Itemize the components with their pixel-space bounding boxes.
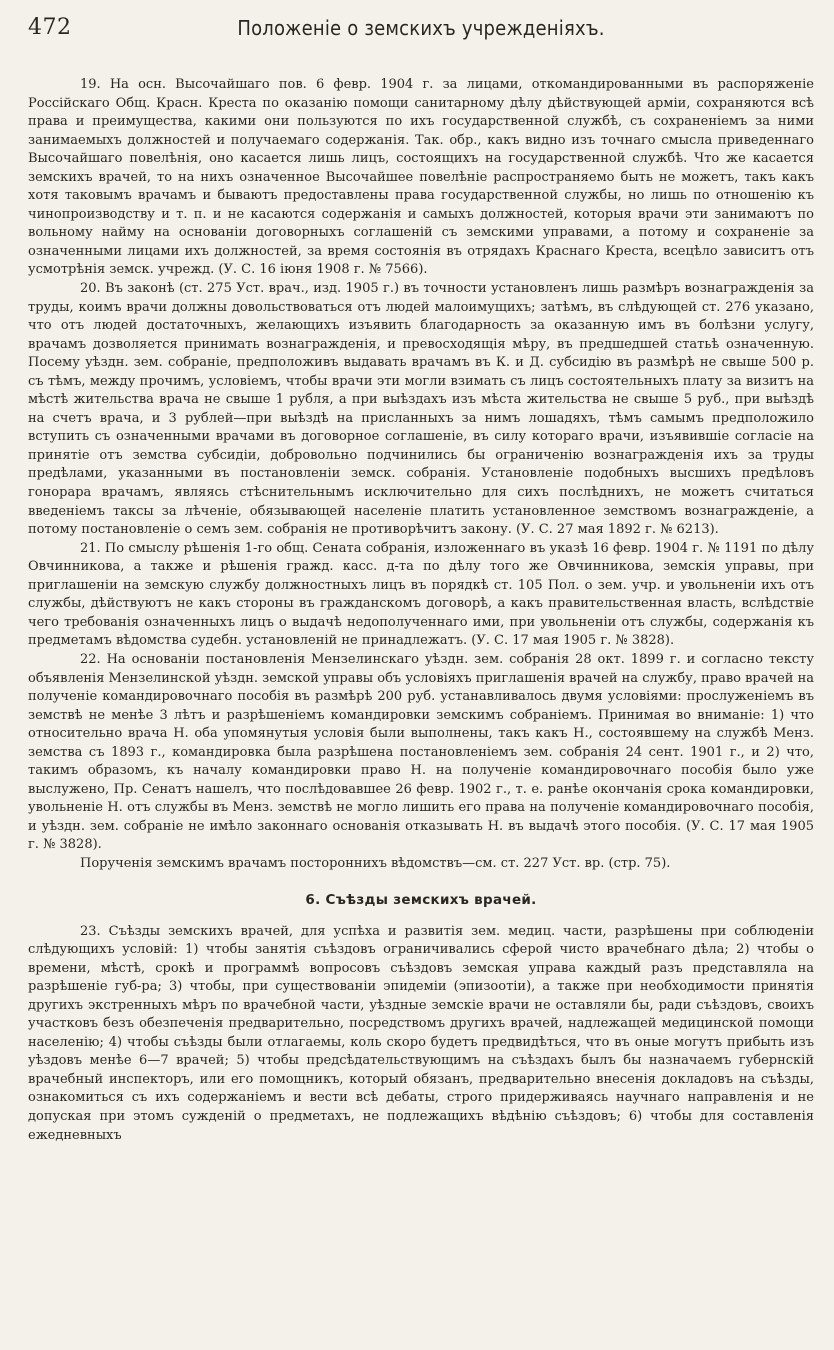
paragraph-21: 21. По смыслу рѣшенія 1-го общ. Сената собранія, изложеннаго въ указѣ 16 февр. 1904 г. № 1191 по дѣлу Овчинникова, а также и рѣшенія гражд. касс. д-та по дѣлу того же Овчинникова, земскія управы, при приглашеніи на земскую службу должностныхъ лицъ въ порядкѣ ст. 105 Пол. о зем. учр. и увольненіи ихъ отъ службы, дѣйствуютъ не какъ стороны въ гражданскомъ договорѣ, а какъ правительственная власть, вслѣдствіе чего требованія означенныхъ лицъ о выдачѣ недополученнаго ими, при увольненіи отъ службы, содержанія къ предметамъ вѣдомства судебн. установленій не принадлежатъ. (У. С. 17 мая 1905 г. № 3828). <box>28 540 814 649</box>
section-heading: 6. Съѣзды земскихъ врачей. <box>305 891 537 908</box>
paragraph-20: 20. Въ законѣ (ст. 275 Уст. врач., изд. 1905 г.) въ точности установленъ лишь размѣръ вознагражденія за труды, коимъ врачи должны довольствоваться отъ людей малоимущихъ; затѣмъ, въ слѣдующей ст. 276 указано, что отъ людей достаточныхъ, желающихъ изъявить благодарность за оказанную имъ въ болѣзни услугу, врачамъ дозволяется принимать вознагражденія, и превосходящія мѣру, въ предшедшей статьѣ означенную. Посему уѣздн. зем. собраніе, предположивъ выдавать врачамъ въ К. и Д. субсидію въ размѣрѣ не свыше 500 р. съ тѣмъ, между прочимъ, условіемъ, чтобы врачи эти могли взимать съ лицъ состоятельныхъ плату за визитъ на мѣстѣ жительства врача не свыше 1 рубля, а при выѣздахъ изъ мѣста жительства не свыше 5 руб., при выѣздѣ на счетъ врача, и 3 рублей—при выѣздѣ на присланныхъ за нимъ лошадяхъ, тѣмъ самымъ предположило вступить съ означенными врачами въ договорное соглашеніе, въ силу котораго врачи, изъявившіе согласіе на принятіе отъ земства субсидіи, добровольно подчинились бы ограниченію вознагражденія ихъ за труды предѣлами, указанными въ постановленіи земск. собранія. Установленіе подобныхъ высшихъ предѣловъ гонорара врачамъ, являясь стѣснительнымъ исключительно для сихъ послѣднихъ, не можетъ считаться введеніемъ таксы за лѣченіе, обязывающей населеніе платить установленное земствомъ вознагражденіе, а потому постановленіе о семъ зем. собранія не противорѣчитъ закону. (У. С. 27 мая 1892 г. № 6213). <box>28 281 814 538</box>
page-header <box>28 14 814 48</box>
paragraph-22: 22. На основаніи постановленія Мензелинскаго уѣздн. зем. собранія 28 окт. 1899 г. и согласно тексту объявленія Мензелинской уѣздн. земской управы объ условіяхъ приглашенія врачей на службу, право врачей на полученіе командировочнаго пособія въ размѣрѣ 200 руб. устанавливалось двумя условіями: прослуженіемъ въ земствѣ не менѣе 3 лѣтъ и разрѣшеніемъ командировки земскимъ собраніемъ. Принимая во вниманіе: 1) что относительно врача Н. оба упомянутыя условія были выполнены, такъ какъ Н., состоявшему на службѣ Менз. земства съ 1893 г., командировка была разрѣшена постановленіемъ зем. собранія 24 сент. 1901 г., и 2) что, такимъ образомъ, къ началу командировки право Н. на полученіе командировочнаго пособія было уже выслужено, Пр. Сенатъ нашелъ, что послѣдовавшее 26 февр. 1902 г., т. е. ранѣе окончанія срока командировки, увольненіе Н. отъ службы въ Менз. земствѣ не могло лишить его права на полученіе командировочнаго пособія, и уѣздн. зем. собраніе не имѣло законнаго основанія отказывать Н. въ выдачѣ этого пособія. (У. С. 17 мая 1905 г. № 3828). <box>28 651 814 853</box>
running-title: Положеніе о земскихъ учрежденіяхъ. <box>237 16 605 40</box>
cross-reference-note: Порученія земскимъ врачамъ постороннихъ вѣдомствъ—см. ст. 227 Уст. вр. (стр. 75). <box>80 855 671 871</box>
paragraph-23: 23. Съѣзды земскихъ врачей, для успѣха и развитія зем. медиц. части, разрѣшены при соблюденіи слѣдующихъ условій: 1) чтобы занятія съѣздовъ ограничивались сферой чисто врачебнаго дѣла; 2) чтобы о времени, мѣстѣ, срокѣ и программѣ вопросовъ съѣздовъ земская управа каждый разъ представляла на разрѣшеніе губ-ра; 3) чтобы, при существованіи эпидеміи (эпизоотіи), а также при необходимости принятія другихъ экстренныхъ мѣръ по врачебной части, уѣздные земскіе врачи не оставляли бы, ради съѣздовъ, своихъ участковъ безъ обезпеченія предварительно, посредствомъ другихъ врачей, надлежащей медицинской помощи населенію; 4) чтобы съѣзды были отлагаемы, коль скоро будетъ предвидѣться, что въ оные могутъ прибыть изъ уѣздовъ менѣе 6—7 врачей; 5) чтобы предсѣдательствующимъ на съѣздахъ былъ бы назначаемъ губернскій врачебный инспекторъ, или его помощникъ, который обязанъ, предварительно внесенія докладовъ на съѣзды, ознакомиться съ ихъ содержаніемъ и вести всѣ дебаты, строго придерживаясь научнаго направленія и не допуская при этомъ сужденій о предметахъ, не подлежащихъ вѣдѣнію съѣздовъ; 6) чтобы для составленія ежедневныхъ <box>28 923 814 1143</box>
paragraph-19: 19. На осн. Высочайшаго пов. 6 февр. 1904 г. за лицами, откомандированными въ распоряженіе Россійскаго Общ. Красн. Креста по оказанію помощи санитарному дѣлу дѣйствующей арміи, сохраняются всѣ права и преимущества, какими они пользуются по ихъ государственной службѣ, съ сохраненіемъ за ними занимаемыхъ должностей и получаемаго содержанія. Так. обр., какъ видно изъ точнаго смысла приведеннаго Высочайшаго повелѣнія, оно касается лишь лицъ, состоящихъ на государственной службѣ. Что же касается земскихъ врачей, то на нихъ означенное Высочайшее повелѣніе распространяемо быть не можетъ, такъ какъ хотя таковымъ врачамъ и бываютъ предоставлены права государственной службы, но лишь по отношенію къ чинопроизводству и т. п. и не касаются содержанія и самыхъ должностей, которыя врачи эти занимаютъ по вольному найму на основаніи договорныхъ соглашеній съ земскими управами, а потому и сохраненіе за означенными лицами ихъ должностей, за время состоянія въ отрядахъ Краснаго Креста, всецѣло зависитъ отъ усмотрѣнія земск. учрежд. (У. С. 16 іюня 1908 г. № 7566). <box>28 77 814 278</box>
page-number: 472 <box>28 15 72 40</box>
